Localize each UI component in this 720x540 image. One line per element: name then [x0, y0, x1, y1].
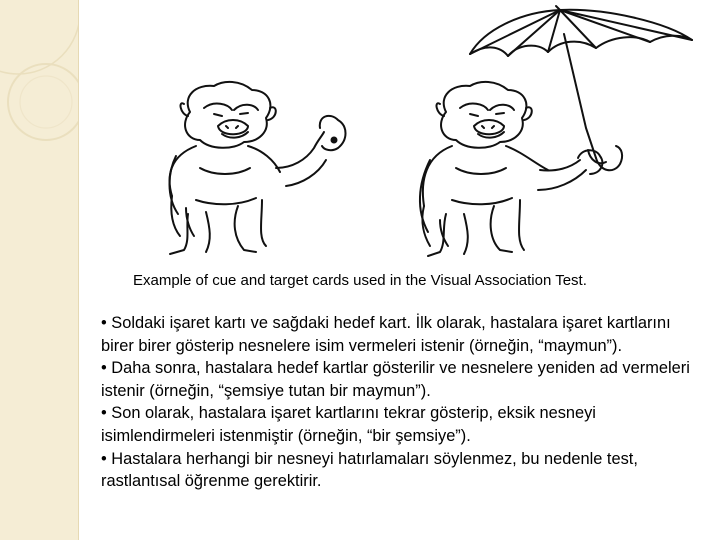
- monkey-with-umbrella-illustration-right: [420, 6, 692, 256]
- monkey-illustration-left: [170, 82, 346, 254]
- body-text: [101, 312, 691, 493]
- bullet-paragraph: • Daha sonra, hastalara hedef kartlar gösterilir ve nesnelere yeniden ad vermeleri istenir (örneğin, “şemsiye tutan bir maymun”).: [101, 359, 690, 400]
- bullet-paragraph: • Hastalara herhangi bir nesneyi hatırlamaları söylenmez, bu nedenle test, rastlantısal öğrenme gerektirir.: [101, 449, 638, 491]
- bullet-paragraph: • Soldaki işaret kartı ve sağdaki hedef kart. İlk olarak, hastalara işaret kartlarını birer birer gösterip nesnelere isim vermeleri istenir (örneğin, “maymun”).: [101, 314, 671, 355]
- figure-caption: Example of cue and target cards used in the Visual Association Test.: [133, 272, 587, 289]
- bullet-paragraph: • Son olarak, hastalara işaret kartlarını tekrar gösterip, eksik nesneyi isimlendirmeleri istenmiştir (örneğin, “bir şemsiye”).: [101, 404, 596, 445]
